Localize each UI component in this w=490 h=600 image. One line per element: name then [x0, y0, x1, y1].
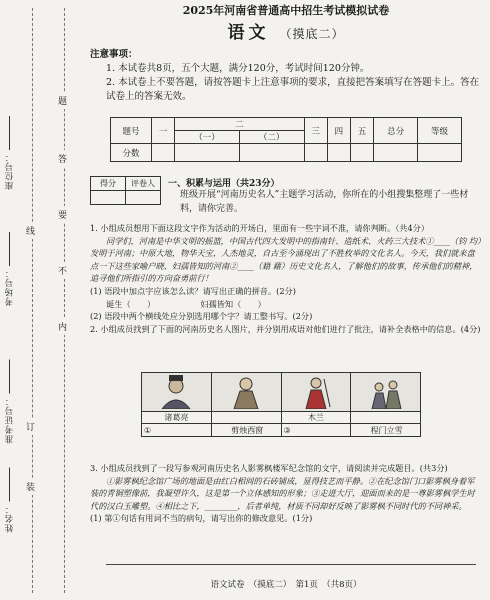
portrait-poet-icon [226, 373, 266, 409]
section-title: 一、积累与运用（共23分） [168, 179, 280, 189]
subject-subtitle: （摸底二） [279, 27, 345, 41]
score-cell [152, 144, 175, 162]
score-col-header: 三 [304, 118, 327, 144]
grader-cell [126, 191, 161, 205]
portrait-caption: 诸葛亮 [142, 412, 212, 424]
score-cell [418, 144, 462, 162]
grader-label: 得分 [91, 177, 126, 191]
subject-name: 语文 [227, 23, 270, 43]
exam-paper [86, 0, 486, 600]
score-col-header: 二 [175, 118, 304, 131]
question-1 [90, 222, 482, 335]
portrait-caption [211, 412, 281, 424]
portrait-zhuge-icon [156, 373, 196, 409]
portrait-caption [351, 412, 421, 424]
exam-number-field: 准考证号： [4, 360, 16, 444]
score-row-label: 题号 [111, 118, 152, 144]
portrait-image [142, 373, 212, 412]
sub-question: (2) 语段中两个横线处应分别选用哪个字？请工整书写。(2分) [90, 311, 313, 322]
seal-word: 内 [58, 318, 67, 335]
exam-title: 2025年河南省普通高中招生考试模拟试卷 [182, 4, 390, 17]
portrait-caption: 木兰 [281, 412, 351, 424]
seal-word: 题 [58, 92, 67, 109]
question-stem: 1. 小组成员想用下面这段文字作为活动的开场白，里面有一些字词不准，请你判断。（共4分） [90, 223, 430, 233]
seal-word: 订 [26, 418, 35, 435]
question-passage: 同学们，河南是中华文明的摇篮，中国古代四大发明中的指南针、造纸术、火药三大技术①____（钧 均）发明于河南；中原大地，物华天宝，人杰地灵，自古至今涌现出了不胜枚举的文化名人。今天，我们就来盘点一下这些家喻户晓、妇孺皆知的河南②____（籍 藉）历史文化名人，了解他们的故事，传承他们的精神，追寻他们所指引的方向奋勇前行！ [90, 235, 482, 284]
score-table [110, 117, 462, 162]
answer-slot: ① [142, 424, 212, 437]
score-cell [327, 144, 350, 162]
subject-heading [86, 18, 486, 43]
grader-table [90, 176, 161, 205]
sub-question: (1) 语段中加点字应该怎么读？请写出正确的拼音。(2分) [90, 285, 296, 296]
score-cell [374, 144, 418, 162]
notes-item: 1. 本试卷共8页，五个大题，满分120分，考试时间120分钟。 [106, 63, 370, 74]
portrait-mulan-icon [296, 373, 336, 409]
score-sub-col: （二） [239, 131, 304, 144]
idiom-cell: 程门立雪 [351, 424, 421, 437]
grader-cell [91, 191, 126, 205]
page-footer: 语文试卷 （摸底二） 第1页 （共8页） [210, 580, 362, 590]
score-col-header: 一 [152, 118, 175, 144]
binding-margin [0, 0, 86, 600]
question-3 [90, 462, 482, 525]
score-col-header: 四 [327, 118, 350, 144]
pinyin-item: 妇孺皆知（ ） [200, 298, 266, 309]
score-cell [350, 144, 373, 162]
seal-word: 不 [58, 262, 67, 279]
seal-word: 要 [58, 206, 67, 223]
section-desc: 班级开展“河南历史名人”主题学习活动，你所在的小组搜集整理了一些材料，请你完善。 [180, 190, 469, 214]
question-stem: 2. 小组成员找到了下面的河南历史名人图片，并分别用成语对他们进行了批注，请补全表格中的信息。(4分) [90, 323, 481, 334]
q2-figure-table [141, 372, 421, 437]
question-passage: ①影雾枫纪念馆广场的地面是由红白相间的石砖铺成，显得技艺而平静。②在纪念馆门口影雾枫身着军装的青铜塑像前，我凝望许久，这是第一个立体感知的形象；③走进大厅，迎面而来的是一尊影雾枫学生时代的汉白玉雕塑。④相比之下，________，后者单纯，材质不同却好反映了影雾枫不同时代的不同神采。 [90, 475, 475, 511]
seal-word: 线 [26, 222, 35, 239]
score-col-header: 五 [350, 118, 373, 144]
seal-word: 答 [58, 150, 67, 167]
score-col-header: 总分 [374, 118, 418, 144]
score-col-header: 等级 [418, 118, 462, 144]
sub-question: (1) 第①句话有用词不当的病句，请写出你的修改意见。(1分) [90, 513, 313, 524]
notes-item: 2. 本试卷上不要答题，请按答题卡上注意事项的要求，直接把答案填写在答题卡上。答在试卷上的答案无效。 [106, 77, 480, 102]
room-number-field: 考场号： [4, 232, 16, 306]
portrait-image [281, 373, 351, 412]
score-row-label: 分数 [111, 144, 152, 162]
portrait-scholars-icon [366, 373, 406, 409]
question-stem: 3. 小组成员找到了一段写参观河南历史名人影雾枫楼军纪念馆的文字，请阅读并完成题目。(共3分) [90, 463, 448, 473]
notes-section [90, 48, 482, 104]
portrait-image [351, 373, 421, 412]
binding-dash-line-outer [32, 8, 33, 593]
grader-label: 评卷人 [126, 177, 161, 191]
notes-heading: 注意事项： [90, 49, 138, 60]
name-field: 姓名： [4, 468, 16, 533]
pinyin-item: 诞生（ ） [106, 298, 156, 309]
score-cell [239, 144, 304, 162]
seat-number-field: 座位号： [4, 116, 16, 190]
idiom-cell: 剪烛西窗 [211, 424, 281, 437]
score-sub-col: （一） [175, 131, 240, 144]
score-cell [175, 144, 240, 162]
score-cell [304, 144, 327, 162]
answer-slot: ③ [281, 424, 351, 437]
seal-word: 装 [26, 478, 35, 495]
answer-line [106, 564, 476, 565]
portrait-image [211, 373, 281, 412]
